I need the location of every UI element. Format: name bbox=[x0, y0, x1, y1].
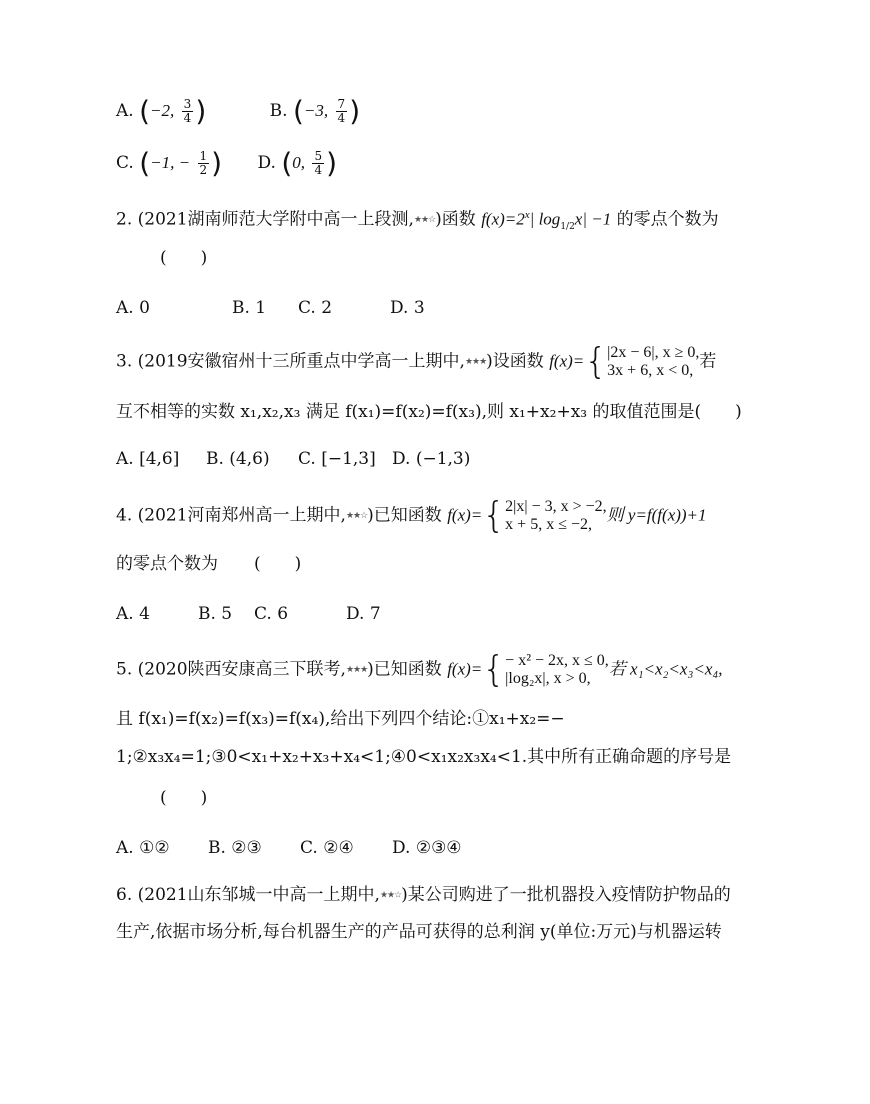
q5-option-a[interactable]: A. ①② bbox=[116, 838, 170, 858]
q5-option-d[interactable]: D. ②③④ bbox=[392, 838, 462, 858]
q5-option-c[interactable]: C. ②④ bbox=[300, 838, 354, 858]
q1-option-c[interactable]: C. (−1, − $\frac{1}{2}$ ) bbox=[116, 146, 223, 180]
q3-options bbox=[116, 447, 470, 471]
q1-option-a[interactable]: A. (−2, $\frac{3}{4}$ ) bbox=[116, 94, 207, 128]
q3-option-a[interactable]: A. [4,6] bbox=[116, 449, 180, 469]
q3-stem: 3. (2019安徽宿州十三所重点中学高一上期中,★★★)设函数 f(x)={|2x − 6|, x ≥ 0, 3x + 6, x < 0, 若 bbox=[116, 341, 717, 382]
q3-option-c[interactable]: C. [−1,3] bbox=[298, 449, 376, 469]
q5-option-b[interactable]: B. ②③ bbox=[208, 838, 262, 858]
difficulty-stars-icon: ★★☆ bbox=[379, 890, 402, 901]
difficulty-stars-icon: ★★☆ bbox=[345, 511, 368, 521]
q3-piecewise: |2x − 6|, x ≥ 0, 3x + 6, x < 0, bbox=[607, 344, 700, 379]
q2-option-a[interactable]: A. 0 bbox=[116, 298, 150, 318]
q4-option-a[interactable]: A. 4 bbox=[116, 604, 150, 624]
difficulty-stars-icon: ★★★ bbox=[464, 357, 487, 367]
q4-option-d[interactable]: D. 7 bbox=[346, 604, 381, 624]
q2-option-d[interactable]: D. 3 bbox=[390, 298, 425, 318]
difficulty-stars-icon: ★★☆ bbox=[413, 215, 436, 226]
difficulty-stars-icon: ★★★ bbox=[345, 665, 368, 675]
q1-option-b[interactable]: B. (−3, $\frac{7}{4}$ ) bbox=[269, 94, 361, 128]
q4-stem-line-2: 的零点个数为 ( ) bbox=[116, 554, 302, 574]
q6-stem: 6. (2021山东邹城一中高一上期中,★★☆)某公司购进了一批机器投入疫情防护物品的 bbox=[116, 885, 731, 905]
q2-option-c[interactable]: C. 2 bbox=[298, 298, 333, 318]
q5-piecewise: − x² − 2x, x ≤ 0, |log₂x|, x > 0, bbox=[505, 652, 609, 687]
q1-options-row-2 bbox=[116, 146, 338, 180]
q3-stem-line-2: 互不相等的实数 x₁,x₂,x₃ 满足 f(x₁)=f(x₂)=f(x₃),则 x₁+x₂+x₃ 的取值范围是( ) bbox=[116, 402, 742, 422]
q5-stem: 5. (2020陕西安康高三下联考,★★★)已知函数 f(x)={− x² − 2x, x ≤ 0, |log₂x|, x > 0, 若 x₁<x₂<x₃<x₄, bbox=[116, 649, 723, 690]
q1-option-d[interactable]: D. (0, $\frac{5}{4}$ ) bbox=[257, 146, 338, 180]
q4-option-b[interactable]: B. 5 bbox=[198, 604, 233, 624]
q5-options bbox=[116, 836, 462, 860]
q2-answer-blank: ( ) bbox=[160, 248, 208, 268]
q2-option-b[interactable]: B. 1 bbox=[232, 298, 267, 318]
q4-options bbox=[116, 602, 381, 626]
q5-answer-blank: ( ) bbox=[160, 788, 208, 808]
q5-stem-line-2: 且 f(x₁)=f(x₂)=f(x₃)=f(x₄),给出下列四个结论:①x₁+x₂=− bbox=[116, 709, 565, 729]
q4-stem: 4. (2021河南郑州高一上期中,★★☆)已知函数 f(x)={2|x| − 3, x > −2, x + 5, x ≤ −2, 则 y=f(f(x))+1 bbox=[116, 495, 707, 536]
q4-option-c[interactable]: C. 6 bbox=[254, 604, 289, 624]
q3-option-b[interactable]: B. (4,6) bbox=[206, 449, 270, 469]
q3-option-d[interactable]: D. (−1,3) bbox=[392, 449, 471, 469]
q1-options-row-1 bbox=[116, 94, 361, 128]
q4-piecewise: 2|x| − 3, x > −2, x + 5, x ≤ −2, bbox=[505, 498, 607, 533]
q5-stem-line-3: 1;②x₃x₄=1;③0<x₁+x₂+x₃+x₄<1;④0<x₁x₂x₃x₄<1.其中所有正确命题的序号是 bbox=[116, 747, 732, 767]
q6-stem-line-2: 生产,依据市场分析,每台机器生产的产品可获得的总利润 y(单位:万元)与机器运转 bbox=[116, 922, 722, 942]
q2-options bbox=[116, 296, 425, 320]
q2-stem: 2. (2021湖南师范大学附中高一上段测,★★☆)函数 $f(x)=2^x|$ $\log_{1/2}x| -1$ 的零点个数为 bbox=[116, 209, 719, 233]
